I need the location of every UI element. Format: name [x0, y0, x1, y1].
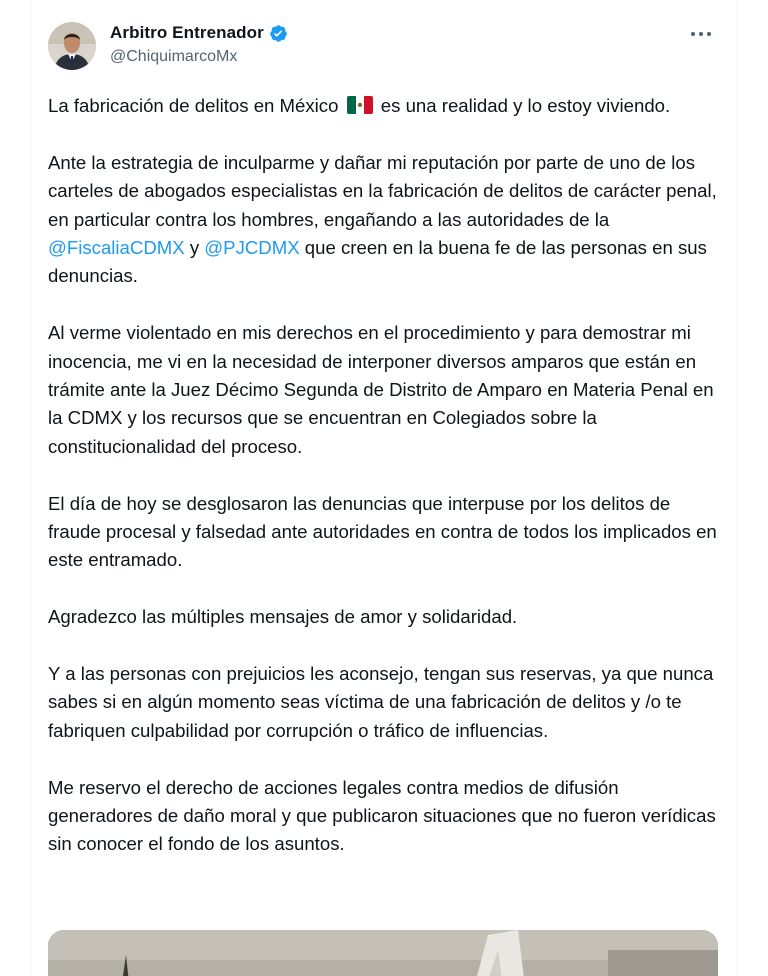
tweet-paragraph — [48, 92, 728, 120]
attached-photo — [48, 930, 718, 976]
tweet-text-segment: es una realidad y lo estoy viviendo. — [380, 95, 671, 116]
tweet-paragraph: El día de hoy se desglosaron las denuncias que interpuse por los delitos de fraude procesal y falsedad ante autoridades en contra de todos los implicados en este entramado. — [48, 492, 717, 571]
mention-link-fiscalia[interactable]: @FiscaliaCDMX — [48, 237, 185, 259]
ellipsis-icon — [690, 31, 712, 37]
tweet-text-segment: Ante la estrategia de inculparme y dañar mi reputación por parte de uno de los carteles de abogados especialistas en la fabricación de delitos de carácter penal, en particular contra los hombres, engañando a las autoridades de la — [48, 151, 717, 230]
tweet-paragraph — [48, 149, 728, 291]
tweet-body — [48, 92, 728, 859]
profile-avatar — [48, 22, 96, 70]
mention-link-pjcdmx[interactable]: @PJCDMX — [204, 237, 300, 259]
tweet-paragraph: Al verme violentado en mis derechos en el procedimiento y para demostrar mi inocencia, me vi en la necesidad de interponer diversos amparos que están en trámite ante la Juez Décimo Segunda de Distrito de Amparo en Materia Penal en la CDMX y los recursos que se encuentran en Colegiados sobre la constitucionalidad del proceso. — [48, 322, 714, 457]
author-handle[interactable]: @ChiquimarcoMx — [110, 48, 238, 65]
mexico-flag-icon — [347, 96, 373, 114]
tweet-paragraph: Y a las personas con prejuicios les aconsejo, tengan sus reservas, ya que nunca sabes si en algún momento seas víctima de una fabricación de delitos y /o te fabriquen culpabilidad por corrupción o tráfico de influencias. — [48, 663, 714, 741]
verified-badge-icon — [269, 24, 288, 43]
author-avatar[interactable] — [48, 22, 96, 70]
more-options-icon[interactable] — [687, 22, 715, 46]
tweet-paragraph: Me reservo el derecho de acciones legales contra medios de difusión generadores de daño moral y que publicaron situaciones que no fueron verídicas sin conocer el fondo de los asuntos. — [48, 776, 716, 855]
tweet-text-segment: que creen en la buena fe de las personas en sus denuncias. — [48, 237, 707, 287]
tweet-text-segment: y — [189, 237, 200, 259]
tweet-media-image[interactable] — [48, 930, 718, 976]
author-name-row — [110, 23, 288, 43]
tweet-card — [30, 0, 738, 976]
tweet-paragraph: Agradezco las múltiples mensajes de amor y solidaridad. — [48, 606, 518, 628]
tweet-text-segment: La fabricación de delitos en México — [48, 95, 339, 116]
author-display-name[interactable]: Arbitro Entrenador — [110, 23, 264, 42]
